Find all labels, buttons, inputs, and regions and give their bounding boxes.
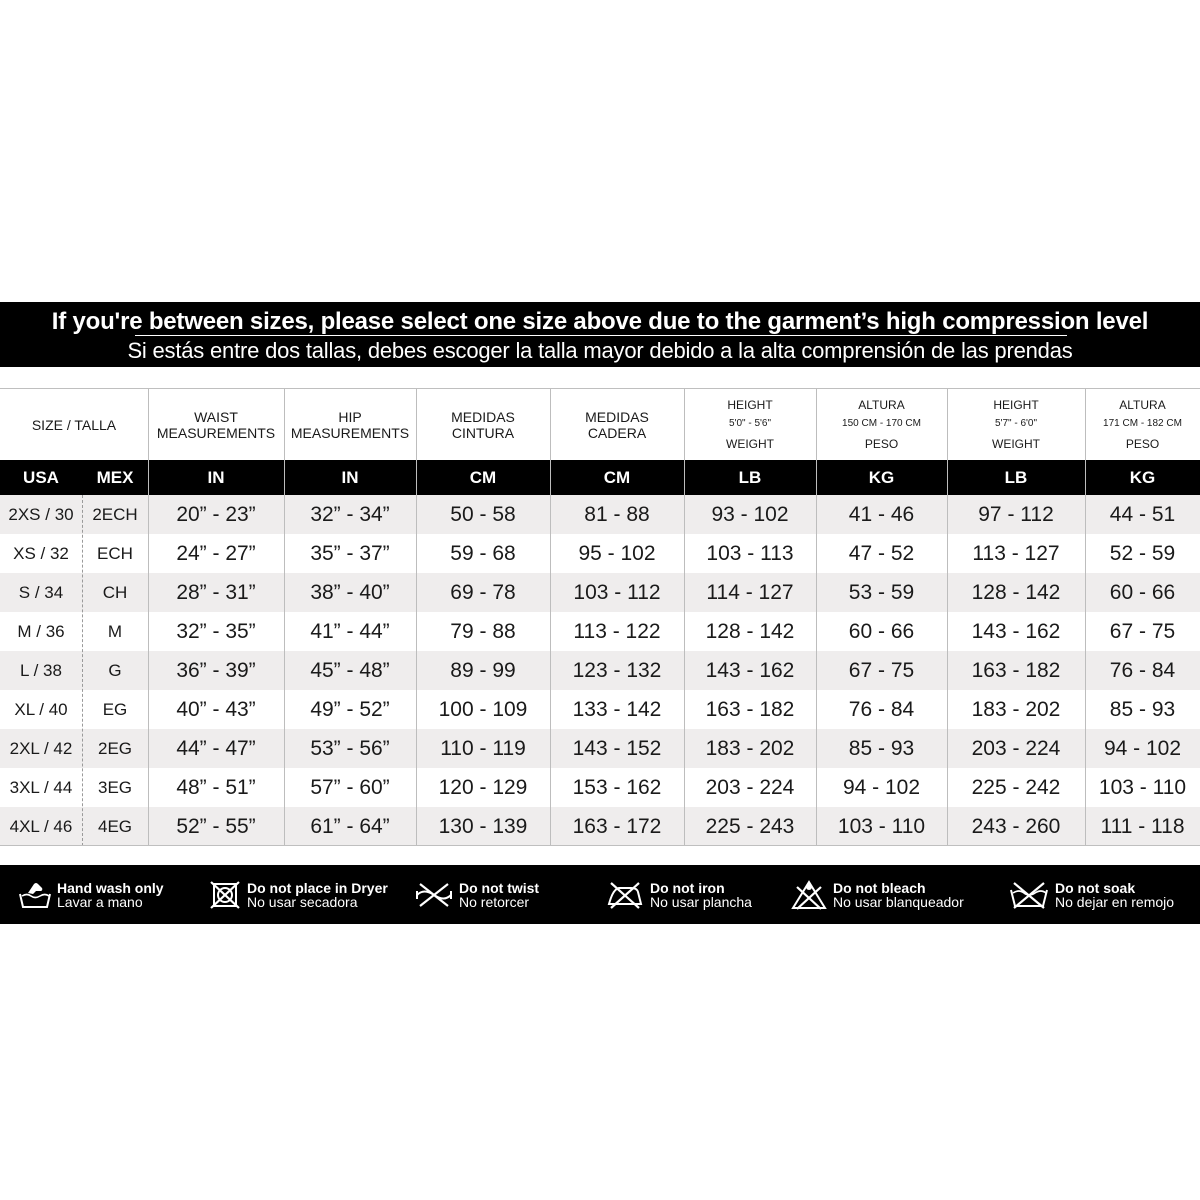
cell-peso-a-kg: 94 - 102 bbox=[842, 776, 921, 799]
cell-weight-a-lb: 225 - 243 bbox=[705, 815, 795, 838]
cell-peso-b-kg: 60 - 66 bbox=[1109, 581, 1176, 604]
cell-waist-in: 20” - 23” bbox=[176, 503, 256, 526]
cell-cintura-cm: 130 - 139 bbox=[438, 815, 528, 838]
table-row bbox=[0, 729, 1200, 768]
hand-wash-icon bbox=[18, 880, 52, 910]
cell-cintura-cm: 100 - 109 bbox=[438, 698, 528, 721]
cell-weight-a-lb: 183 - 202 bbox=[705, 737, 795, 760]
cell-mex-size: 2EG bbox=[97, 739, 133, 758]
cell-weight-a-lb: 143 - 162 bbox=[705, 659, 795, 682]
column-divider bbox=[816, 389, 817, 846]
cell-peso-b-kg: 94 - 102 bbox=[1103, 737, 1182, 760]
header-size-label: SIZE / TALLA bbox=[31, 416, 117, 433]
cell-usa-size: 3XL / 44 bbox=[9, 778, 73, 797]
no-twist-icon bbox=[414, 880, 454, 910]
care-no-bleach-es: No usar blanqueador bbox=[833, 893, 964, 910]
care-no-soak bbox=[1008, 865, 1174, 924]
cell-mex-size: 2ECH bbox=[92, 505, 138, 524]
cell-mex-size: EG bbox=[102, 700, 128, 719]
table-row bbox=[0, 495, 1200, 534]
cell-peso-b-kg: 44 - 51 bbox=[1109, 503, 1176, 526]
header-hip-line2: MEASUREMENTS bbox=[290, 424, 410, 441]
notice-spanish: Si estás entre dos tallas, debes escoger la talla mayor debido a la alta comprensión de las prendas bbox=[127, 338, 1073, 363]
cell-weight-b-lb: 113 - 127 bbox=[972, 542, 1060, 565]
cell-weight-b-lb: 143 - 162 bbox=[971, 620, 1061, 643]
column-divider bbox=[284, 389, 285, 846]
header-cintura-line2: CINTURA bbox=[451, 424, 515, 441]
notice-divider bbox=[135, 335, 1067, 336]
cell-waist-in: 28” - 31” bbox=[176, 581, 256, 604]
cell-hip-in: 57” - 60” bbox=[310, 776, 390, 799]
cell-hip-in: 32” - 34” bbox=[310, 503, 390, 526]
cell-cadera-cm: 81 - 88 bbox=[584, 503, 650, 526]
unit-hip-in: IN bbox=[341, 468, 359, 487]
cell-cintura-cm: 120 - 129 bbox=[438, 776, 528, 799]
cell-waist-in: 32” - 35” bbox=[176, 620, 256, 643]
column-divider bbox=[684, 389, 685, 846]
cell-peso-b-kg: 52 - 59 bbox=[1109, 542, 1176, 565]
table-row bbox=[0, 807, 1200, 846]
header-peso-a-label: PESO bbox=[864, 437, 899, 452]
header-altura-b bbox=[1085, 389, 1200, 460]
header-peso-b-label: PESO bbox=[1125, 437, 1160, 452]
care-no-twist bbox=[414, 865, 539, 924]
table-row bbox=[0, 768, 1200, 807]
column-divider bbox=[148, 389, 149, 846]
table-row bbox=[0, 534, 1200, 573]
header-cadera bbox=[550, 389, 684, 460]
unit-weight-b-lb: LB bbox=[1004, 468, 1028, 487]
care-no-iron bbox=[605, 865, 752, 924]
care-instructions-bar bbox=[0, 865, 1200, 924]
table-row bbox=[0, 612, 1200, 651]
cell-hip-in: 41” - 44” bbox=[310, 620, 390, 643]
cell-peso-b-kg: 111 - 118 bbox=[1100, 815, 1185, 838]
cell-peso-a-kg: 53 - 59 bbox=[848, 581, 915, 604]
cell-cadera-cm: 103 - 112 bbox=[573, 581, 661, 604]
header-waist-line2: MEASUREMENTS bbox=[156, 424, 276, 441]
care-no-bleach-en: Do not bleach bbox=[833, 879, 926, 896]
cell-waist-in: 52” - 55” bbox=[176, 815, 256, 838]
header-altura-b-label: ALTURA bbox=[1119, 397, 1166, 412]
cell-usa-size: 2XL / 42 bbox=[9, 739, 73, 758]
cell-waist-in: 48” - 51” bbox=[176, 776, 256, 799]
cell-mex-size: ECH bbox=[97, 544, 133, 563]
cell-cadera-cm: 95 - 102 bbox=[578, 542, 656, 565]
cell-cintura-cm: 110 - 119 bbox=[440, 737, 526, 760]
units-row bbox=[0, 460, 1200, 495]
compression-notice-banner bbox=[0, 302, 1200, 367]
care-hand-wash bbox=[18, 865, 164, 924]
cell-weight-a-lb: 163 - 182 bbox=[705, 698, 795, 721]
care-no-twist-en: Do not twist bbox=[459, 879, 540, 896]
header-hip bbox=[284, 389, 416, 460]
cell-peso-a-kg: 67 - 75 bbox=[848, 659, 915, 682]
cell-mex-size: 3EG bbox=[97, 778, 133, 797]
unit-cintura-cm: CM bbox=[469, 468, 497, 487]
cell-weight-a-lb: 114 - 127 bbox=[706, 581, 794, 604]
cell-cadera-cm: 133 - 142 bbox=[572, 698, 662, 721]
cell-weight-a-lb: 128 - 142 bbox=[705, 620, 795, 643]
cell-weight-a-lb: 93 - 102 bbox=[711, 503, 789, 526]
column-divider bbox=[550, 389, 551, 846]
cell-cintura-cm: 50 - 58 bbox=[450, 503, 516, 526]
header-weight-a-label: WEIGHT bbox=[726, 437, 774, 452]
cell-weight-b-lb: 243 - 260 bbox=[971, 815, 1061, 838]
cell-weight-b-lb: 203 - 224 bbox=[971, 737, 1061, 760]
cell-usa-size: 2XS / 30 bbox=[8, 505, 74, 524]
cell-peso-a-kg: 60 - 66 bbox=[848, 620, 915, 643]
header-height-b-range: 5'7" - 6'0" bbox=[994, 418, 1038, 430]
cell-hip-in: 35” - 37” bbox=[310, 542, 390, 565]
cell-waist-in: 40” - 43” bbox=[176, 698, 256, 721]
column-divider bbox=[947, 389, 948, 846]
cell-peso-a-kg: 41 - 46 bbox=[848, 503, 915, 526]
unit-peso-b-kg: KG bbox=[1129, 468, 1156, 487]
cell-cadera-cm: 163 - 172 bbox=[572, 815, 662, 838]
cell-cintura-cm: 69 - 78 bbox=[450, 581, 516, 604]
cell-weight-b-lb: 225 - 242 bbox=[971, 776, 1061, 799]
cell-cintura-cm: 59 - 68 bbox=[450, 542, 516, 565]
unit-waist-in: IN bbox=[207, 468, 225, 487]
cell-hip-in: 38” - 40” bbox=[310, 581, 390, 604]
header-hip-line1: HIP bbox=[338, 408, 362, 425]
cell-peso-a-kg: 103 - 110 bbox=[837, 815, 926, 838]
table-bottom-rule bbox=[0, 845, 1200, 846]
header-size bbox=[0, 389, 148, 460]
cell-peso-a-kg: 76 - 84 bbox=[848, 698, 915, 721]
cell-hip-in: 49” - 52” bbox=[310, 698, 390, 721]
cell-usa-size: 4XL / 46 bbox=[9, 817, 73, 836]
no-iron-icon bbox=[605, 880, 645, 910]
cell-weight-b-lb: 128 - 142 bbox=[971, 581, 1061, 604]
unit-mex: MEX bbox=[96, 468, 134, 487]
no-dryer-icon bbox=[208, 880, 242, 910]
cell-cintura-cm: 89 - 99 bbox=[450, 659, 516, 682]
cell-weight-b-lb: 97 - 112 bbox=[978, 503, 1054, 526]
cell-usa-size: S / 34 bbox=[18, 583, 64, 602]
cell-usa-size: L / 38 bbox=[20, 661, 62, 680]
cell-weight-a-lb: 103 - 113 bbox=[706, 542, 794, 565]
care-no-dryer bbox=[208, 865, 388, 924]
header-height-b-label: HEIGHT bbox=[993, 397, 1039, 412]
cell-hip-in: 53” - 56” bbox=[310, 737, 390, 760]
cell-mex-size: 4EG bbox=[97, 817, 133, 836]
cell-waist-in: 44” - 47” bbox=[176, 737, 256, 760]
care-no-iron-en: Do not iron bbox=[650, 879, 725, 896]
usa-mex-divider bbox=[82, 495, 83, 846]
column-divider bbox=[1085, 389, 1086, 846]
cell-usa-size: M / 36 bbox=[17, 622, 65, 641]
cell-peso-b-kg: 85 - 93 bbox=[1109, 698, 1176, 721]
cell-peso-b-kg: 103 - 110 bbox=[1098, 776, 1187, 799]
cell-cadera-cm: 123 - 132 bbox=[572, 659, 662, 682]
cell-usa-size: XS / 32 bbox=[13, 544, 69, 563]
column-divider bbox=[416, 389, 417, 846]
unit-cadera-cm: CM bbox=[603, 468, 631, 487]
cell-waist-in: 36” - 39” bbox=[176, 659, 256, 682]
header-height-b bbox=[947, 389, 1085, 460]
care-no-twist-es: No retorcer bbox=[459, 893, 530, 910]
unit-usa: USA bbox=[23, 468, 59, 487]
table-row bbox=[0, 651, 1200, 690]
header-altura-a-range: 150 CM - 170 CM bbox=[842, 418, 921, 430]
cell-usa-size: XL / 40 bbox=[14, 700, 68, 719]
header-cadera-line2: CADERA bbox=[587, 424, 647, 441]
header-waist-line1: WAIST bbox=[194, 408, 238, 425]
cell-hip-in: 45” - 48” bbox=[310, 659, 390, 682]
cell-weight-a-lb: 203 - 224 bbox=[705, 776, 795, 799]
cell-cadera-cm: 153 - 162 bbox=[572, 776, 662, 799]
cell-peso-b-kg: 67 - 75 bbox=[1109, 620, 1176, 643]
header-height-a bbox=[684, 389, 816, 460]
care-no-bleach bbox=[790, 865, 964, 924]
unit-peso-a-kg: KG bbox=[868, 468, 895, 487]
cell-mex-size: G bbox=[108, 661, 122, 680]
care-hand-wash-en: Hand wash only bbox=[57, 879, 164, 896]
notice-english: If you're between sizes, please select one size above due to the garment’s high compression level bbox=[51, 308, 1149, 335]
cell-peso-a-kg: 47 - 52 bbox=[848, 542, 915, 565]
table-row bbox=[0, 573, 1200, 612]
unit-weight-a-lb: LB bbox=[738, 468, 762, 487]
cell-mex-size: CH bbox=[102, 583, 128, 602]
header-altura-a-label: ALTURA bbox=[858, 397, 905, 412]
header-cintura bbox=[416, 389, 550, 460]
table-row bbox=[0, 690, 1200, 729]
size-chart-table bbox=[0, 388, 1200, 846]
cell-hip-in: 61” - 64” bbox=[310, 815, 390, 838]
cell-mex-size: M bbox=[107, 622, 123, 641]
no-bleach-icon bbox=[790, 879, 828, 911]
care-no-soak-en: Do not soak bbox=[1055, 879, 1136, 896]
header-altura-a bbox=[816, 389, 947, 460]
header-height-a-label: HEIGHT bbox=[727, 397, 773, 412]
cell-weight-b-lb: 183 - 202 bbox=[971, 698, 1061, 721]
header-cadera-line1: MEDIDAS bbox=[585, 408, 649, 425]
header-waist bbox=[148, 389, 284, 460]
care-no-soak-es: No dejar en remojo bbox=[1055, 893, 1175, 910]
header-cintura-line1: MEDIDAS bbox=[451, 408, 515, 425]
cell-cadera-cm: 113 - 122 bbox=[573, 620, 661, 643]
care-no-dryer-en: Do not place in Dryer bbox=[247, 879, 388, 896]
no-soak-icon bbox=[1008, 880, 1050, 910]
cell-peso-a-kg: 85 - 93 bbox=[848, 737, 915, 760]
cell-cadera-cm: 143 - 152 bbox=[572, 737, 662, 760]
cell-waist-in: 24” - 27” bbox=[176, 542, 256, 565]
header-altura-b-range: 171 CM - 182 CM bbox=[1103, 418, 1182, 430]
header-height-a-range: 5'0" - 5'6" bbox=[728, 418, 772, 430]
cell-cintura-cm: 79 - 88 bbox=[450, 620, 516, 643]
care-no-iron-es: No usar plancha bbox=[650, 893, 752, 910]
cell-weight-b-lb: 163 - 182 bbox=[971, 659, 1061, 682]
care-hand-wash-es: Lavar a mano bbox=[57, 893, 143, 910]
header-weight-b-label: WEIGHT bbox=[992, 437, 1040, 452]
care-no-dryer-es: No usar secadora bbox=[247, 893, 358, 910]
cell-peso-b-kg: 76 - 84 bbox=[1109, 659, 1176, 682]
